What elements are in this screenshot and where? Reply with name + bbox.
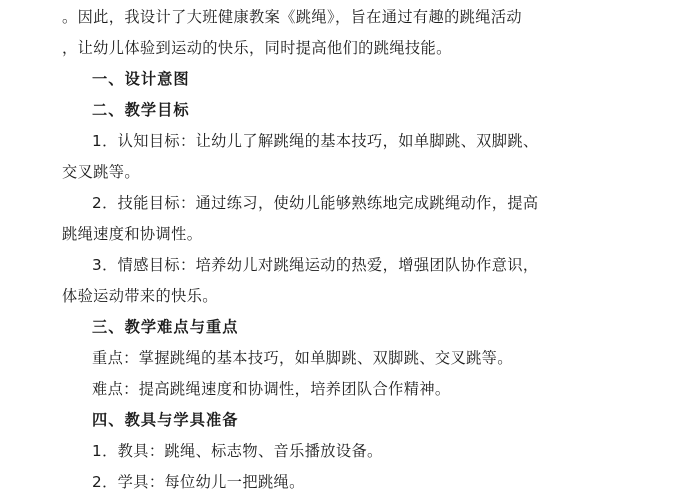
heading-teaching-goals: 二、教学目标: [92, 101, 190, 119]
paragraph-intro-line-2: ，让幼儿体验到运动的快乐，同时提高他们的跳绳技能。: [62, 39, 452, 57]
list-item-learning-aids: 2．学具：每位幼儿一把跳绳。: [92, 473, 305, 491]
list-item-goal-skill-cont: 跳绳速度和协调性。: [62, 225, 203, 243]
list-item-goal-emotion-cont: 体验运动带来的快乐。: [62, 287, 218, 305]
list-item-teaching-aids: 1．教具：跳绳、标志物、音乐播放设备。: [92, 442, 383, 460]
heading-materials-preparation: 四、教具与学具准备: [92, 411, 239, 429]
document-body: [62, 0, 638, 498]
list-item-goal-emotion: 3．情感目标：培养幼儿对跳绳运动的热爱，增强团队协作意识，: [92, 256, 539, 274]
list-item-goal-cognitive: 1．认知目标：让幼儿了解跳绳的基本技巧，如单脚跳、双脚跳、: [92, 132, 539, 150]
page-bottom-edge: [0, 468, 700, 470]
paragraph-difficult-point: 难点：提高跳绳速度和协调性，培养团队合作精神。: [92, 380, 451, 398]
list-item-goal-cognitive-cont: 交叉跳等。: [62, 163, 140, 181]
page-top-edge: [0, 0, 700, 1]
paragraph-intro-line-1: 。因此，我设计了大班健康教案《跳绳》，旨在通过有趣的跳绳活动: [62, 8, 523, 26]
list-item-goal-skill: 2．技能目标：通过练习，使幼儿能够熟练地完成跳绳动作，提高: [92, 194, 539, 212]
paragraph-key-point: 重点：掌握跳绳的基本技巧，如单脚跳、双脚跳、交叉跳等。: [92, 349, 513, 367]
heading-design-intent: 一、设计意图: [92, 70, 190, 88]
heading-key-and-difficult-points: 三、教学难点与重点: [92, 318, 239, 336]
